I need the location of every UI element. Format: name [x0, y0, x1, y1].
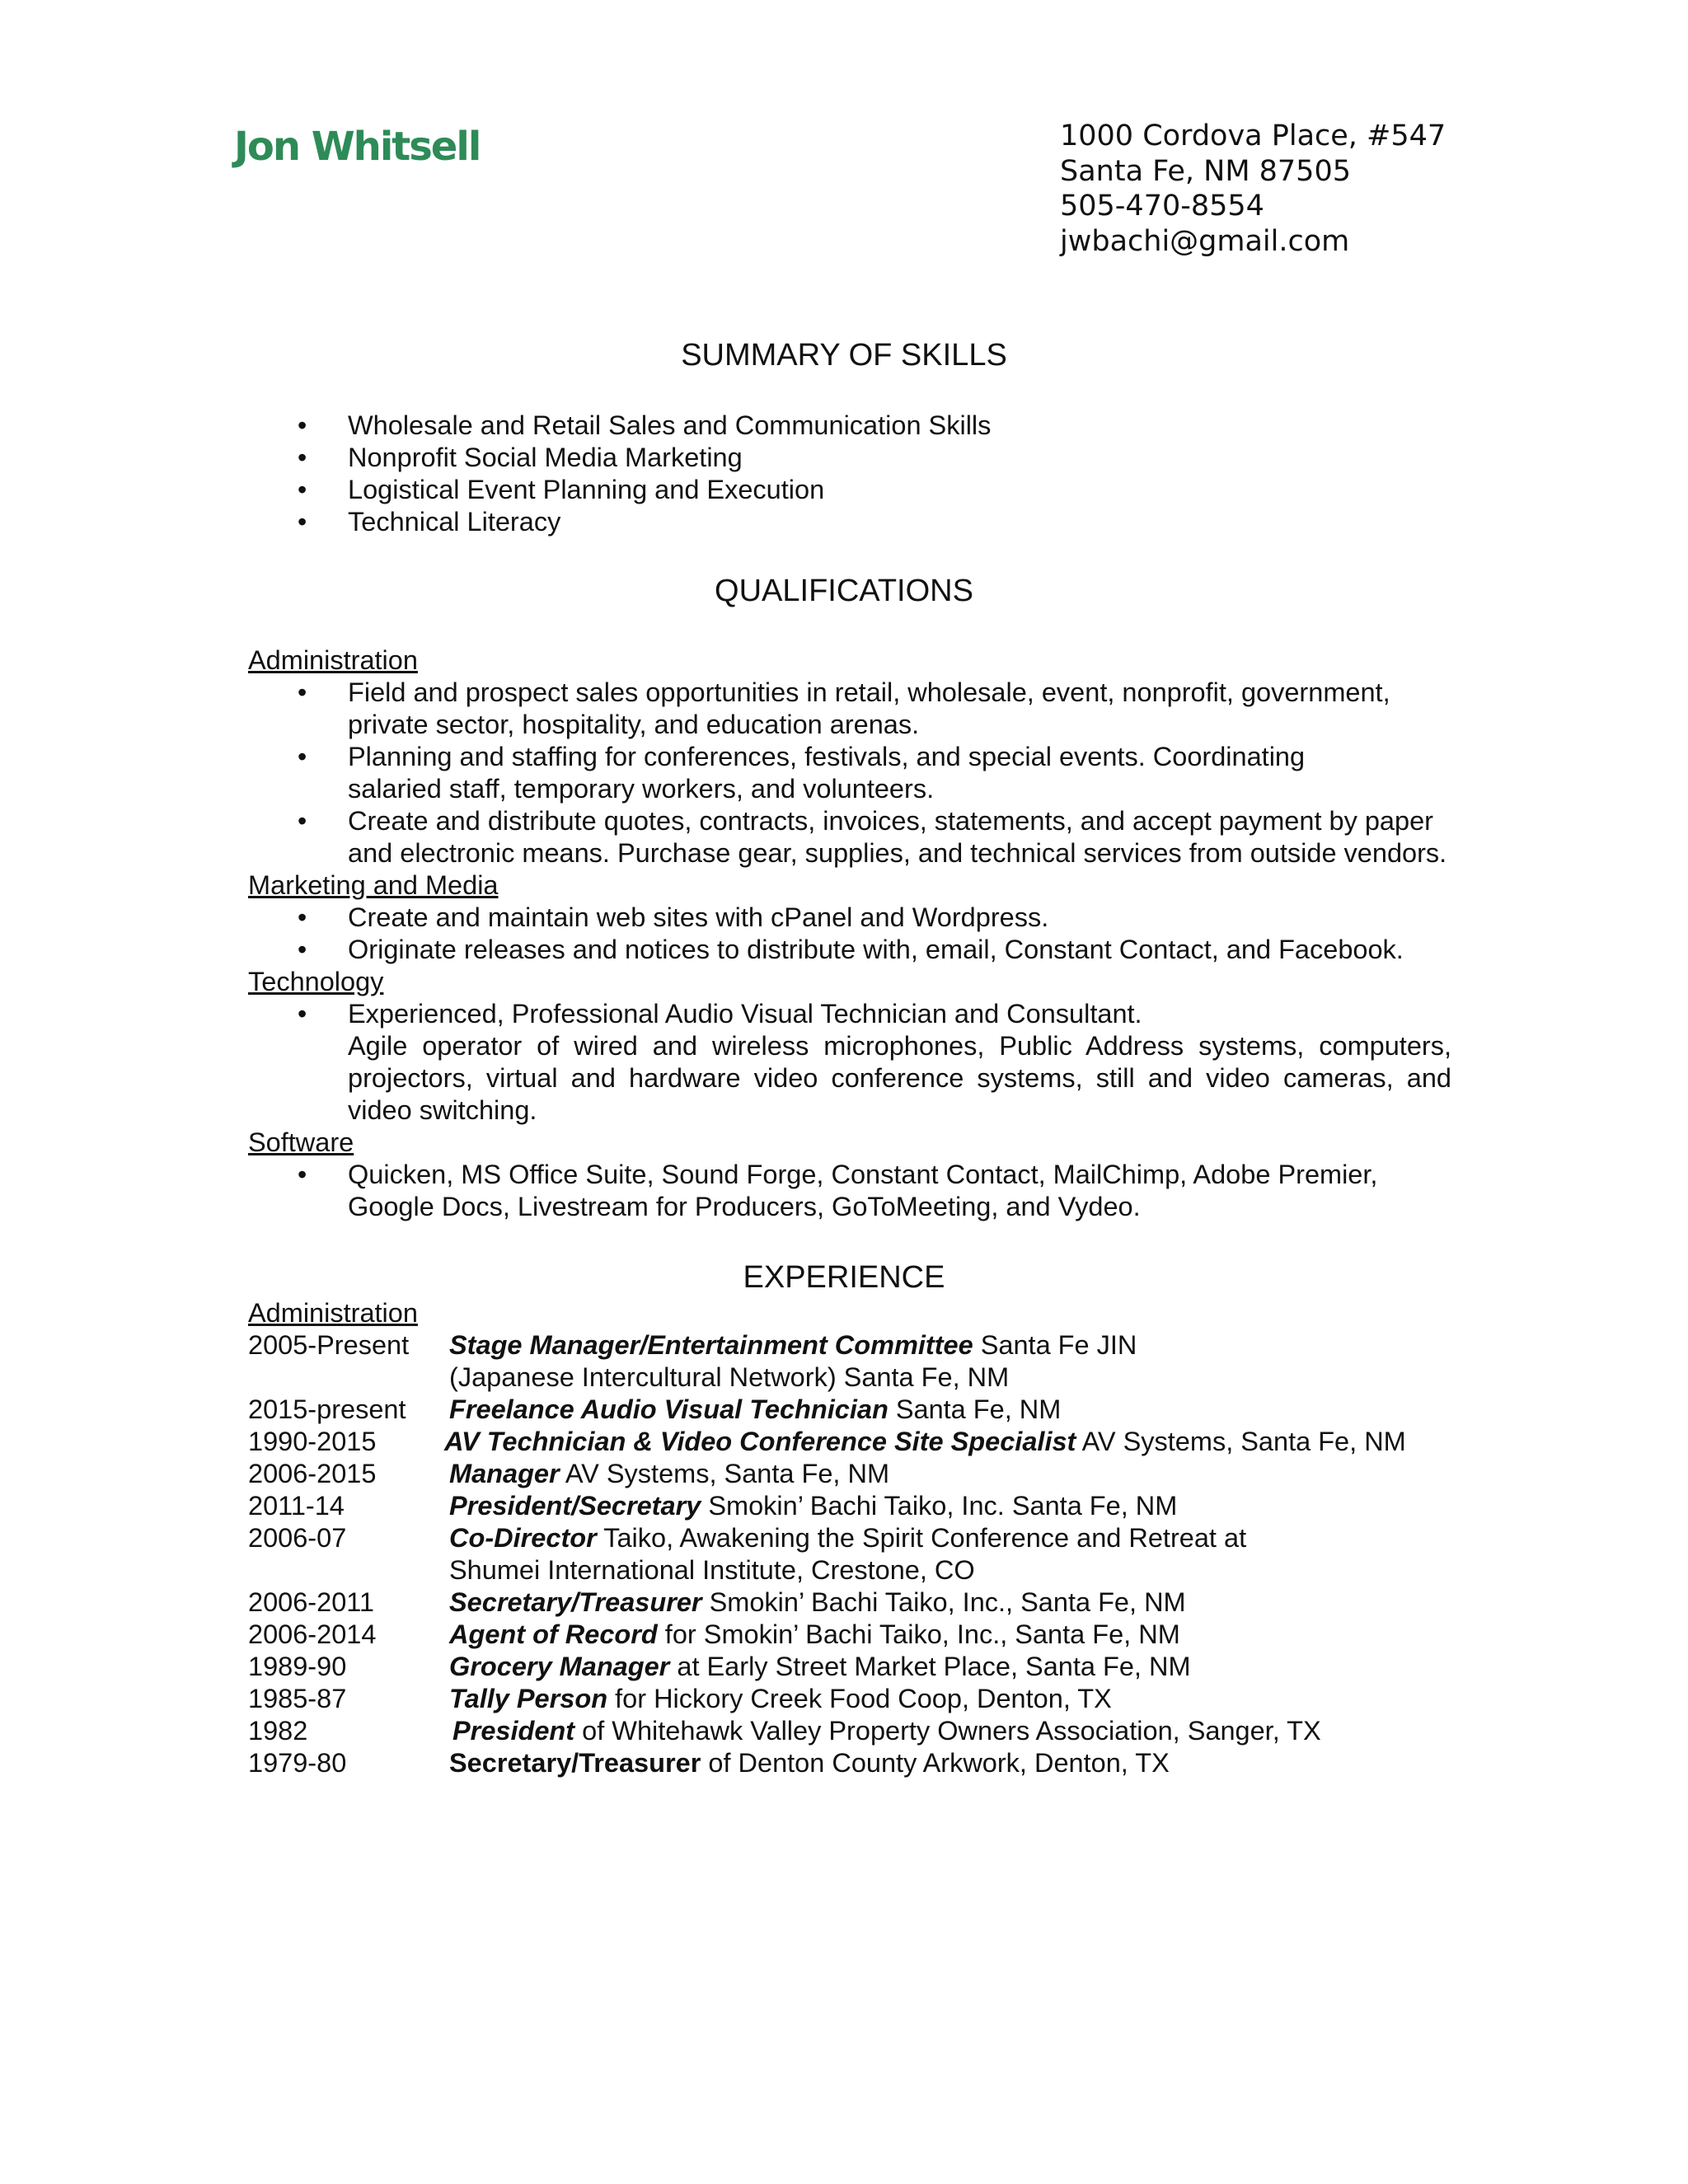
experience-title: EXPERIENCE: [743, 1260, 945, 1295]
address-line-1: 1000 Cordova Place, #547: [1060, 120, 1447, 152]
experience-title: Tally Person: [449, 1684, 608, 1713]
experience-title: Freelance Audio Visual Technician: [449, 1394, 889, 1424]
qual-administration-heading: Administration: [248, 645, 418, 675]
list-item: • Experienced, Professional Audio Visual Technician and Consultant. Agile operator of wired and wireless microphones, Public Address systems, computers, projectors, virtual and hardware video conference systems, still and video cameras, and video switching.: [248, 998, 1451, 1127]
experience-row: [248, 1586, 1451, 1619]
summary-item: • Technical Literacy: [248, 506, 1451, 538]
summary-item: • Nonprofit Social Media Marketing: [248, 442, 1451, 474]
experience-title: Co-Director: [449, 1523, 597, 1553]
experience-row: [248, 1619, 1451, 1651]
address-line-2: Santa Fe, NM 87505: [1060, 154, 1351, 188]
summary-title: SUMMARY OF SKILLS: [681, 338, 1007, 373]
list-item: • Quicken, MS Office Suite, Sound Forge, Constant Contact, MailChimp, Adobe Premier, Google Docs, Livestream for Producers, GoToMeeting, and Vydeo.: [248, 1159, 1451, 1223]
qual-technology-list: [248, 998, 1451, 1127]
experience-row: [248, 1522, 1451, 1554]
experience-row: [248, 1651, 1451, 1683]
experience-date: 1985-87: [248, 1684, 347, 1713]
experience-row: [248, 1329, 1451, 1361]
list-item: • Create and distribute quotes, contracts, invoices, statements, and accept payment by paper and electronic means. Purchase gear, supplies, and technical services from outside vendors.: [248, 805, 1451, 869]
experience-title: Grocery Manager: [449, 1652, 670, 1681]
experience-list: [248, 1329, 1451, 1779]
experience-title: AV Technician & Video Conference Site Specialist: [444, 1427, 1076, 1456]
experience-row: [248, 1554, 1451, 1586]
experience-detail: of Whitehawk Valley Property Owners Association, Sanger, TX: [574, 1716, 1321, 1746]
contact-block: [1060, 119, 1446, 259]
experience-date: 1979-80: [248, 1748, 347, 1778]
experience-detail: Smokin’ Bachi Taiko, Inc., Santa Fe, NM: [701, 1587, 1186, 1617]
candidate-name: Jon Whitsell: [234, 124, 481, 170]
experience-title: President/Secretary: [449, 1491, 701, 1521]
experience-date: 2006-07: [248, 1523, 347, 1553]
experience-title: Stage Manager/Entertainment Committee: [449, 1330, 973, 1360]
technology-paragraph: Agile operator of wired and wireless microphones, Public Address systems, computers, projectors, virtual and hardware video conference systems, still and video cameras, and video switching.: [348, 1031, 1451, 1125]
experience-date: 2015-present: [248, 1394, 406, 1424]
experience-row: [248, 1458, 1451, 1490]
list-item: • Field and prospect sales opportunities in retail, wholesale, event, nonprofit, government, private sector, hospitality, and education arenas.: [248, 677, 1451, 741]
experience-date: 2006-2014: [248, 1619, 377, 1649]
experience-date: 1989-90: [248, 1652, 347, 1681]
experience-detail: AV Systems, Santa Fe, NM: [559, 1459, 890, 1488]
list-item: • Planning and staffing for conferences, festivals, and special events. Coordinating salaried staff, temporary workers, and volunteers.: [248, 741, 1451, 805]
experience-row: [248, 1426, 1451, 1458]
qual-marketing-heading: Marketing and Media: [248, 870, 499, 900]
experience-detail: Santa Fe, NM: [888, 1394, 1062, 1424]
experience-title: Secretary/Treasurer: [449, 1748, 701, 1778]
experience-row: [248, 1361, 1451, 1394]
email-address: jwbachi@gmail.com: [1060, 224, 1350, 258]
qualifications-section: [248, 644, 1451, 1223]
experience-detail: at Early Street Market Place, Santa Fe, NM: [669, 1652, 1191, 1681]
qualifications-title: QUALIFICATIONS: [715, 574, 973, 608]
experience-date: 2006-2015: [248, 1459, 377, 1488]
experience-detail: AV Systems, Santa Fe, NM: [1076, 1427, 1406, 1456]
qual-software-heading: Software: [248, 1127, 354, 1157]
list-item: • Originate releases and notices to distribute with, email, Constant Contact, and Facebook.: [248, 934, 1451, 966]
experience-title: Agent of Record: [449, 1619, 658, 1649]
experience-date: 2006-2011: [248, 1587, 375, 1617]
experience-detail: Santa Fe JIN: [973, 1330, 1137, 1360]
qual-technology-heading: Technology: [248, 967, 384, 996]
experience-subheading: Administration: [248, 1298, 418, 1328]
experience-title: Secretary/Treasurer: [449, 1587, 702, 1617]
summary-item: • Wholesale and Retail Sales and Communication Skills: [248, 410, 1451, 442]
experience-detail: Taiko, Awakening the Spirit Conference and Retreat at: [596, 1523, 1247, 1553]
summary-section: [248, 410, 1451, 538]
experience-date: 2011-14: [248, 1491, 345, 1521]
experience-title: President: [452, 1716, 575, 1746]
phone-number: 505-470-8554: [1060, 190, 1264, 223]
list-item: • Create and maintain web sites with cPanel and Wordpress.: [248, 902, 1451, 934]
experience-title: Manager: [449, 1459, 560, 1488]
experience-date: 1982: [248, 1716, 308, 1746]
experience-detail: Smokin’ Bachi Taiko, Inc. Santa Fe, NM: [701, 1491, 1178, 1521]
summary-list: [248, 410, 1451, 538]
experience-detail: of Denton County Arkwork, Denton, TX: [701, 1748, 1170, 1778]
experience-detail: Shumei International Institute, Crestone, CO: [449, 1555, 975, 1585]
qual-software-list: [248, 1159, 1451, 1223]
experience-detail: for Hickory Creek Food Coop, Denton, TX: [607, 1684, 1112, 1713]
experience-date: 1990-2015: [248, 1427, 377, 1456]
experience-date: 2005-Present: [248, 1330, 410, 1360]
qual-marketing-list: [248, 902, 1451, 966]
summary-item: • Logistical Event Planning and Execution: [248, 474, 1451, 506]
experience-detail: (Japanese Intercultural Network) Santa Fe, NM: [449, 1362, 1010, 1392]
experience-date: [248, 1361, 449, 1394]
experience-row: [248, 1715, 1451, 1747]
experience-row: [248, 1683, 1451, 1715]
experience-detail: for Smokin’ Bachi Taiko, Inc., Santa Fe, NM: [657, 1619, 1180, 1649]
experience-row: [248, 1747, 1451, 1779]
experience-row: [248, 1394, 1451, 1426]
experience-row: [248, 1490, 1451, 1522]
experience-section: [248, 1297, 1451, 1779]
experience-date: [248, 1554, 449, 1586]
qual-administration-list: [248, 677, 1451, 869]
